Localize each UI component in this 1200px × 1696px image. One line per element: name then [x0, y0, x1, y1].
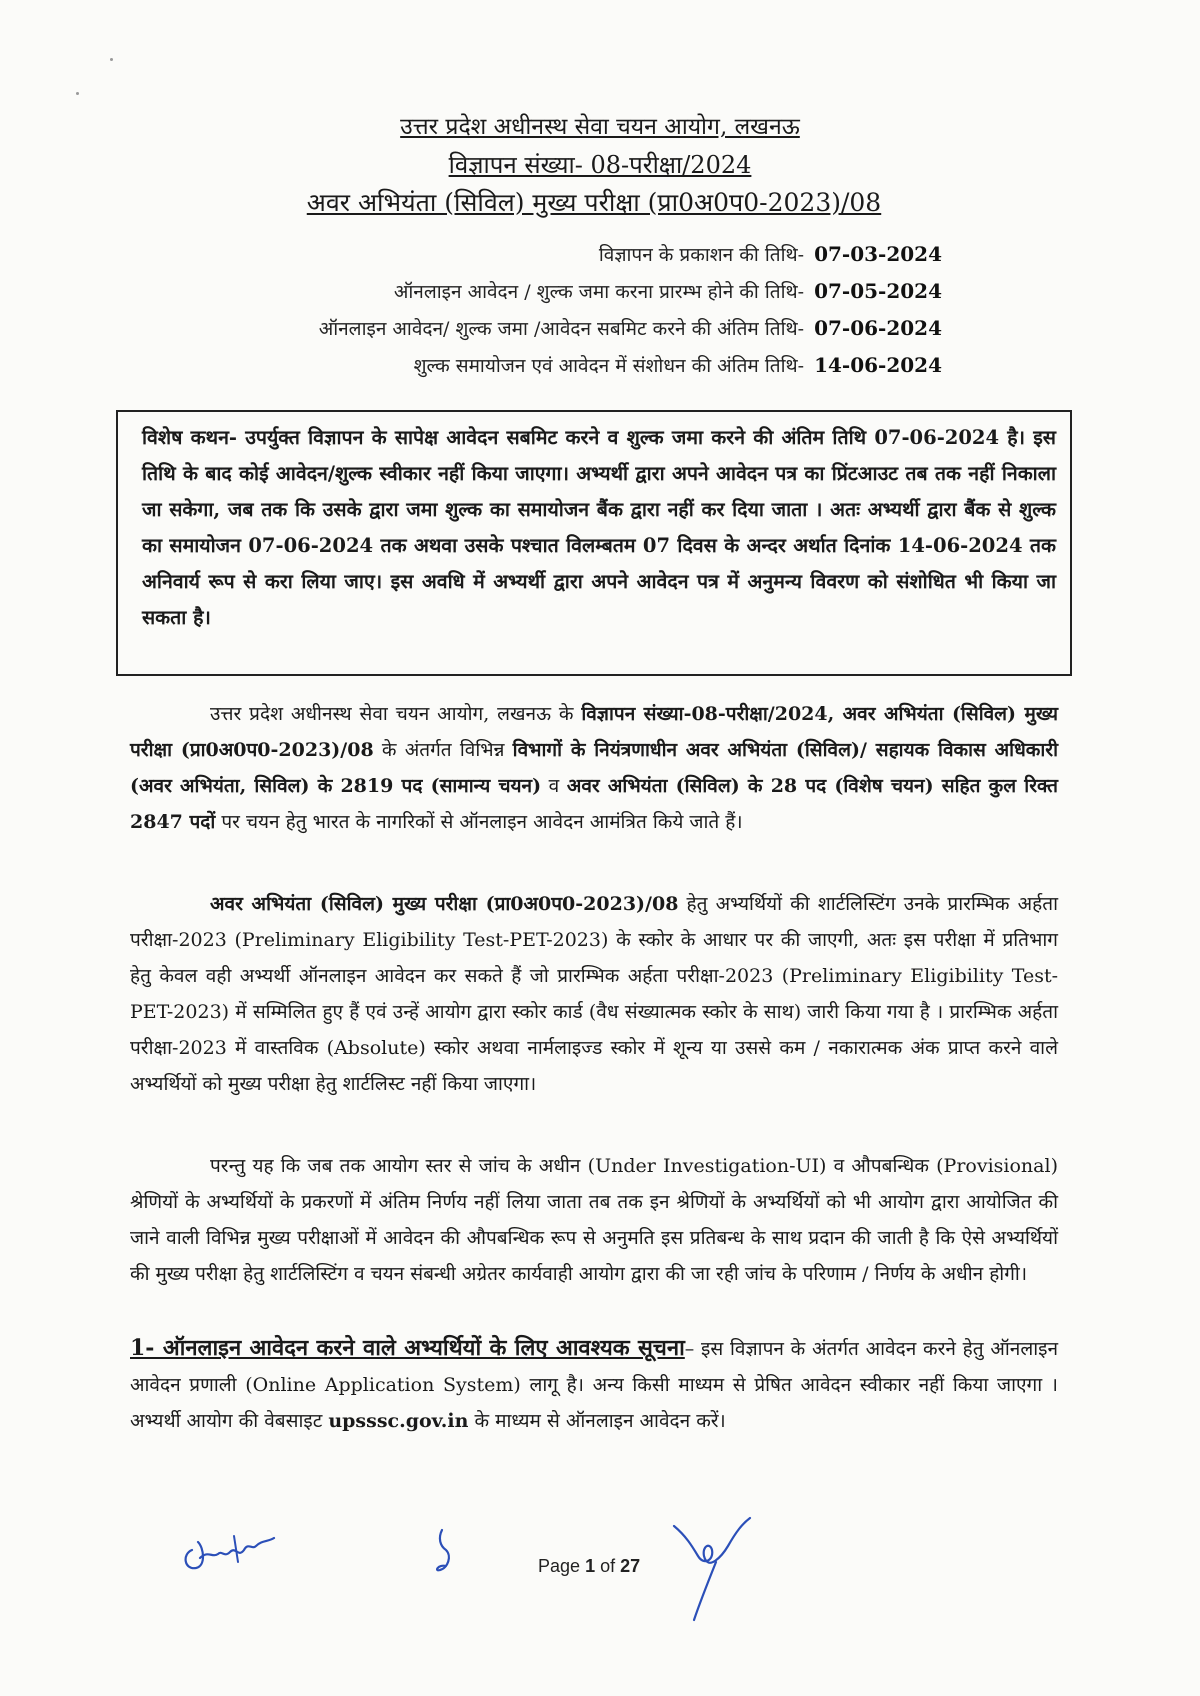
date-label: ऑनलाइन आवेदन/ शुल्क जमा /आवेदन सबमिट करने की अंतिम तिथि- [318, 318, 805, 340]
page-number [538, 1556, 640, 1577]
text-run: व [541, 775, 567, 797]
signature-icon [668, 1516, 768, 1630]
scan-speck [76, 92, 79, 95]
signature-icon [428, 1524, 468, 1588]
text-run: के अंतर्गत विभिन्न [373, 739, 513, 761]
paragraph-vacancies [130, 696, 1058, 840]
current-page: 1 [585, 1556, 596, 1576]
date-row [319, 347, 942, 384]
text-run-bold: अवर अभियंता (सिविल) के 28 पद (विशेष चयन) सहित कुल रिक्त 2847 पदों [130, 775, 1058, 833]
date-row [319, 310, 942, 347]
text-run: हेतु अभ्यर्थियों की शार्टलिस्टिंग उनके प्रारम्भिक अर्हता परीक्षा-2023 (Preliminary Eligibility Test-PET-2023) के स्कोर के आधार पर की जाएगी, अतः इस परीक्षा में प्रतिभाग हेतु केवल वही अभ्यर्थी ऑनलाइन आवेदन कर सकते हैं जो प्रारम्भिक अर्हता परीक्षा-2023 (Preliminary Eligibility Test- PET-2023) में सम्मिलित हुए हैं एवं उन्हें आयोग द्वारा स्कोर कार्ड (वैध संख्यात्मक स्कोर के साथ) जारी किया गया है । प्रारम्भिक अर्हता परीक्षा-2023 में वास्तविक (Absolute) स्कोर अथवा नार्मलाइज्ड स्कोर में शून्य या उससे कम / नकारात्मक अंक प्राप्त करने वाले अभ्यर्थियों को मुख्य परीक्षा हेतु शार्टलिस्ट नहीं किया जाएगा। [130, 893, 1058, 1095]
date-row [319, 273, 942, 310]
commission-name: उत्तर प्रदेश अधीनस्थ सेवा चयन आयोग, लखनऊ [400, 114, 800, 140]
date-value: 07-05-2024 [814, 279, 942, 303]
section-heading: 1- ऑनलाइन आवेदन करने वाले अभ्यर्थियों के लिए आवश्यक सूचना [130, 1335, 685, 1361]
date-row [319, 236, 942, 273]
text-run: उत्तर प्रदेश अधीनस्थ सेवा चयन आयोग, लखनऊ के [210, 703, 582, 725]
of-word: of [600, 1556, 616, 1576]
date-label: शुल्क समायोजन एवं आवेदन में संशोधन की अंतिम तिथि- [413, 355, 805, 377]
text-run: पर चयन हेतु भारत के नागरिकों से ऑनलाइन आवेदन आमंत्रित किये जाते हैं। [215, 811, 743, 833]
text-run: के माध्यम से ऑनलाइन आवेदन करें। [468, 1410, 726, 1432]
text-run-bold: विभागों के नियंत्रणाधीन अवर अभियंता (सिविल)/ सहायक विकास अधिकारी (अवर अभियंता, सिविल) के 2819 पद (सामान्य चयन) [130, 739, 1058, 797]
important-dates [319, 236, 942, 384]
text-run: – इस विज्ञापन के अंतर्गत आवेदन करने हेतु ऑनलाइन आवेदन प्रणाली (Online Application System) लागू है। अन्य किसी माध्यम से प्रेषित आवेदन स्वीकार नहीं किया जाएगा । अभ्यर्थी आयोग की वेबसाइट [130, 1338, 1058, 1432]
paragraph-provisional [130, 1148, 1058, 1292]
paragraph-shortlisting [130, 886, 1058, 1102]
date-label: विज्ञापन के प्रकाशन की तिथि- [598, 244, 805, 266]
signature-icon [178, 1528, 288, 1582]
date-value: 14-06-2024 [814, 353, 942, 377]
text-run-bold: विज्ञापन संख्या-08-परीक्षा/2024, अवर अभियंता (सिविल) मुख्य परीक्षा (प्रा0अ0प0-2023)/08 [130, 703, 1058, 761]
date-label: ऑनलाइन आवेदन / शुल्क जमा करना प्रारम्भ होने की तिथि- [393, 281, 805, 303]
date-value: 07-06-2024 [814, 316, 942, 340]
document-header [0, 108, 1200, 222]
exam-title: अवर अभियंता (सिविल) मुख्य परीक्षा (प्रा0अ0प0-2023)/08 [306, 188, 882, 217]
special-notice-text: विशेष कथन- उपर्युक्त विज्ञापन के सापेक्ष आवेदन सबमिट करने व शुल्क जमा करने की अंतिम तिथि 07-06-2024 है। इस तिथि के बाद कोई आवेदन/शुल्क स्वीकार नहीं किया जाएगा। अभ्यर्थी द्वारा अपने आवेदन पत्र का प्रिंटआउट तब तक नहीं निकाला जा सकेगा, जब तक कि उसके द्वारा जमा शुल्क का समायोजन बैंक द्वारा नहीं कर दिया जाता । अतः अभ्यर्थी द्वारा बैंक से शुल्क का समायोजन 07-06-2024 तक अथवा उसके पश्चात विलम्बतम 07 दिवस के अन्दर अर्थात दिनांक 14-06-2024 तक अनिवार्य रूप से करा लिया जाए। इस अवधि में अभ्यर्थी द्वारा अपने आवेदन पत्र में अनुमन्य विवरण को संशोधित भी किया जा सकता है। [142, 426, 1056, 629]
website-link[interactable]: upsssc.gov.in [328, 1410, 469, 1432]
scan-speck [110, 58, 113, 61]
total-pages: 27 [620, 1556, 641, 1576]
advertisement-number: विज्ञापन संख्या- 08-परीक्षा/2024 [448, 151, 752, 179]
date-value: 07-03-2024 [814, 242, 942, 266]
special-notice-box [116, 410, 1072, 676]
text-run-bold: अवर अभियंता (सिविल) मुख्य परीक्षा (प्रा0अ0प0-2023)/08 [210, 893, 679, 915]
page-word: Page [538, 1556, 581, 1576]
section-online-application [130, 1330, 1058, 1439]
text-run: परन्तु यह कि जब तक आयोग स्तर से जांच के अधीन (Under Investigation-UI) व औपबन्धिक (Provisional) श्रेणियों के अभ्यर्थियों के प्रकरणों में अंतिम निर्णय नहीं लिया जाता तब तक इन श्रेणियों के अभ्यर्थियों को भी आयोग द्वारा आयोजित की जाने वाली विभिन्न मुख्य परीक्षाओं में आवेदन की औपबन्धिक रूप से अनुमति इस प्रतिबन्ध के साथ प्रदान की जाती है कि ऐसे अभ्यर्थियों की मुख्य परीक्षा हेतु शार्टलिस्टिंग व चयन संबन्धी अग्रेतर कार्यवाही आयोग द्वारा की जा रही जांच के परिणाम / निर्णय के अधीन होगी। [130, 1155, 1058, 1285]
